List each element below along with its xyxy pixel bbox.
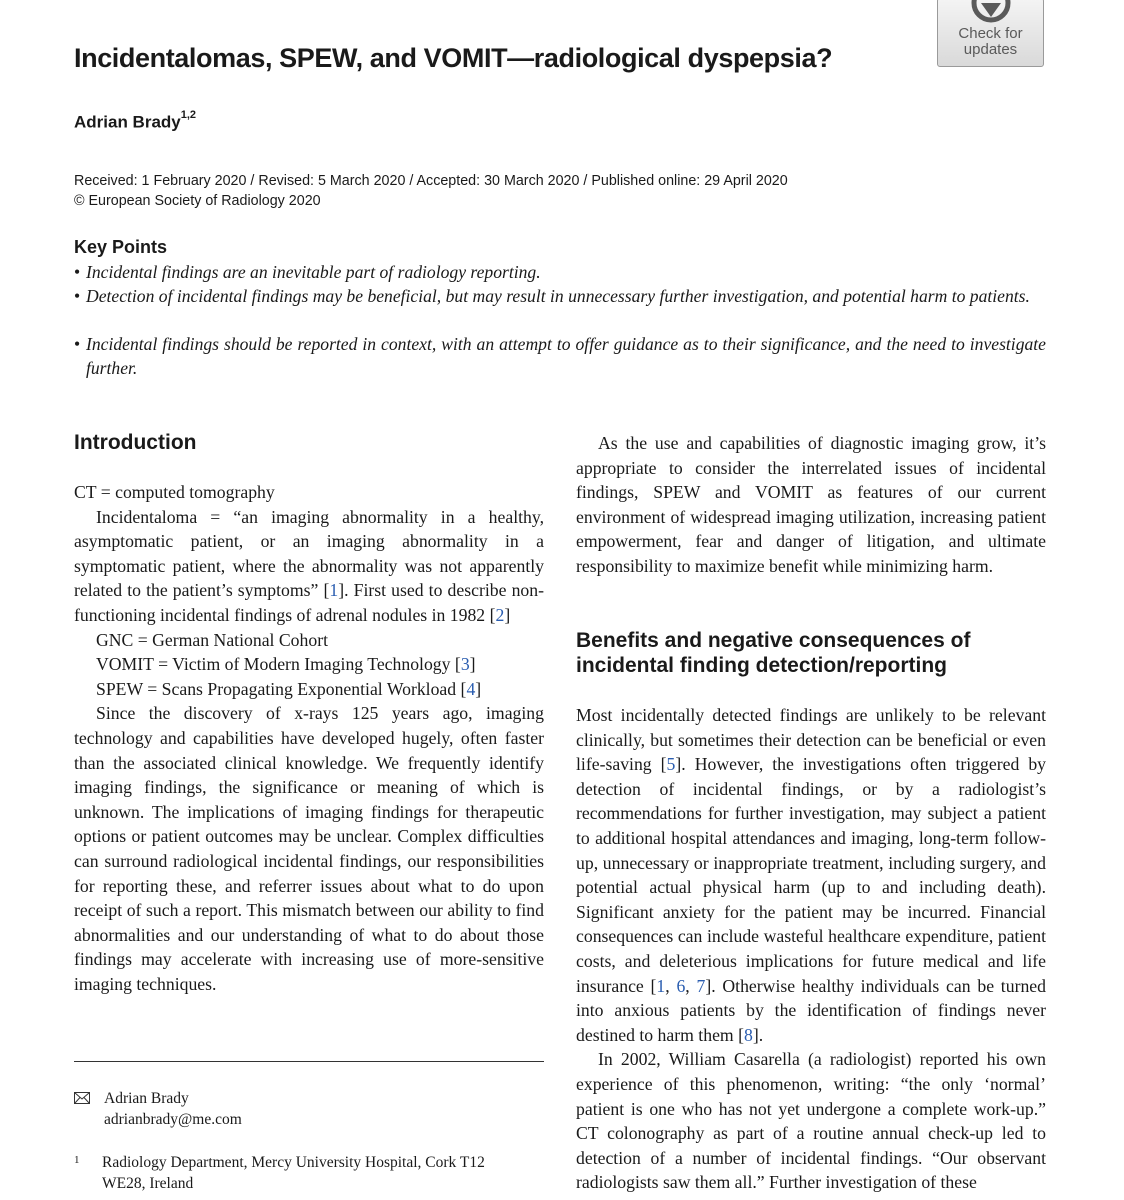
key-points-heading: Key Points [74,237,168,257]
definition-vomit: VOMIT = Victim of Modern Imaging Technology [3] [96,654,476,675]
citation-link[interactable]: 3 [460,654,470,675]
citation-link[interactable]: 4 [466,678,476,699]
definition-incidentaloma: Incidentaloma = “an imaging abnormality in a healthy, asymptomatic patient, or an imaging abnormality in a symptomatic patient, where the abnormality was not apparently related to the patient’s symptoms” [1]. First used to describe non-functioning incidental findings of adrenal nodules in 1982 [2] [74,506,544,625]
bullet: • [74,286,81,306]
citation-link[interactable]: 2 [495,604,505,625]
key-point-1: • Incidental findings are an inevitable part of radiology reporting. [74,262,541,282]
article-dates [74,171,788,211]
contact-name: Adrian Brady [104,1090,189,1107]
copyright-line: © European Society of Radiology 2020 [74,193,321,209]
author-name[interactable]: Adrian Brady [74,112,181,132]
contact-email[interactable]: adrianbrady@me.com [104,1111,242,1128]
key-point-2: • Detection of incidental findings may be beneficial, but may result in unnecessary further investigation, and potential harm to patients. [74,286,1030,306]
citation-link[interactable]: 1 [656,975,666,996]
check-for-updates-badge[interactable] [937,0,1044,67]
publication-history: Received: 1 February 2020 / Revised: 5 March 2020 / Accepted: 30 March 2020 / Published online: 29 April 2020 [74,173,788,189]
footnote-divider [74,1061,544,1062]
author-affiliation-numbers: 1,2 [180,109,197,121]
envelope-icon [74,1092,90,1104]
benefits-heading: Benefits and negative consequences of incidental finding detection/reporting [576,629,971,677]
citation-link[interactable]: 6 [676,975,686,996]
badge-line-2: updates [963,41,1018,58]
author-line [74,109,197,133]
bullet: • [74,334,81,354]
citation-link[interactable]: 5 [666,754,676,775]
correspondence-block [74,1088,242,1130]
bullet: • [74,262,81,282]
refresh-icon [962,0,1020,25]
benefits-body [576,703,1046,1195]
badge-line-1: Check for [958,25,1023,42]
benefits-paragraph-1: Most incidentally detected findings are unlikely to be relevant clinically, but sometimes their detection can be beneficial or even life-saving [5]. However, the investigations often triggered by detection of incidental findings, or by a radiologist’s recommendations for further investigation, may subject a patient to additional hospital attendances and imaging, long-term follow-up, unnecessary or inappropriate treatment, including surgery, and potential actual physical harm (up to and including death). Significant anxiety for the patient may be incurred. Financial consequences can include wasteful healthcare expenditure, patient costs, and deleterious implications for future medical and life insurance [1, 6, 7]. Otherwise healthy individuals can be turned into anxious patients by the identification of findings never destined to harm them [8]. [576,705,1047,1045]
right-intro-paragraph: As the use and capabilities of diagnostic imaging grow, it’s appropriate to consider the interrelated issues of incidental findings, SPEW and VOMIT as features of our current environment of widespread imaging utilization, increasing patient empowerment, fear and danger of litigation, and ultimate responsibility to maximize benefit while minimizing harm. [576,433,1046,576]
citation-link[interactable]: 8 [744,1024,753,1045]
definition-gnc: GNC = German National Cohort [96,629,329,650]
affiliation-text: Radiology Department, Mercy University Hospital, Cork T12 WE28, Ireland [102,1154,485,1192]
citation-link[interactable]: 1 [329,580,339,601]
definition-ct: CT = computed tomography [74,482,275,502]
citation-link[interactable]: 7 [696,975,706,996]
benefits-paragraph-2: In 2002, William Casarella (a radiologist) reported his own experience of this phenomenon, writing: “the only ‘normal’ patient is one who has not yet undergone a complete work-up.” CT colonography as part of a routine annual check-up led to detection of a number of incidental findings. “Our observant radiologists saw them all.” Further investigation of these [576,1049,1046,1193]
key-point-3: • Incidental findings should be reported in context, with an attempt to offer guidance as to their significance, and the need to investigate further. [74,334,1046,378]
introduction-heading: Introduction [74,431,197,454]
affiliation-number: 1 [74,1154,80,1166]
definition-spew: SPEW = Scans Propagating Exponential Workload [4] [96,678,482,699]
article-title: Incidentalomas, SPEW, and VOMIT—radiological dyspepsia? [74,43,833,73]
introduction-body [74,480,544,996]
affiliation-1 [74,1152,514,1194]
introduction-paragraph: Since the discovery of x-rays 125 years ago, imaging technology and capabilities have developed hugely, often faster than the associated clinical knowledge. We frequently identify imaging findings, the significance or meaning of which is unknown. The implications of imaging findings for therapeutic options or patient outcomes may be unclear. Complex difficulties can surround radiological incidental findings, our responsibilities for reporting these, and referrer issues about what to do upon receipt of such a report. This mismatch between our ability to find abnormalities and our understanding of what to do about those findings may accelerate with increasing use of more-sensitive imaging techniques. [74,703,544,994]
